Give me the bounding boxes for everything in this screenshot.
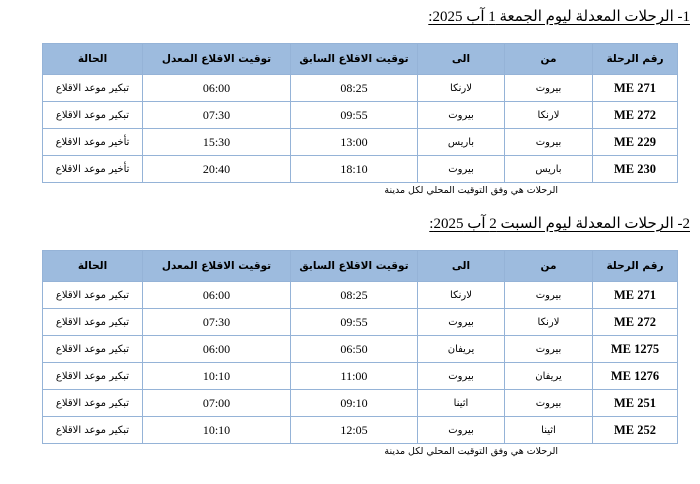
origin-cell: اثينا	[505, 417, 593, 444]
section1-title: 1- الرحلات المعدلة ليوم الجمعة 1 آب 2025:	[428, 9, 690, 25]
origin-cell: بيروت	[505, 129, 593, 156]
destination-cell: بيروت	[418, 417, 505, 444]
previous-departure-time-cell: 08:25	[291, 282, 418, 309]
destination-cell: بيروت	[418, 102, 505, 129]
flight-number-cell: ME 272	[593, 102, 678, 129]
origin-cell: لارنكا	[505, 102, 593, 129]
column-header: الى	[418, 44, 505, 75]
destination-cell: يريفان	[418, 336, 505, 363]
origin-cell: لارنكا	[505, 309, 593, 336]
flight-row	[43, 390, 678, 417]
revised-departure-time-cell: 06:00	[143, 282, 291, 309]
flight-row	[43, 363, 678, 390]
flight-row	[43, 282, 678, 309]
flight-number-cell: ME 271	[593, 75, 678, 102]
previous-departure-time-cell: 12:05	[291, 417, 418, 444]
column-header: من	[505, 44, 593, 75]
revised-departure-time-cell: 10:10	[143, 363, 291, 390]
column-header: رقم الرحلة	[593, 251, 678, 282]
column-header: توقيت الاقلاع السابق	[291, 44, 418, 75]
origin-cell: يريفان	[505, 363, 593, 390]
revised-departure-time-cell: 06:00	[143, 75, 291, 102]
flight-number-cell: ME 252	[593, 417, 678, 444]
revised-departure-time-cell: 20:40	[143, 156, 291, 183]
status-cell: تبكير موعد الاقلاع	[43, 309, 143, 336]
origin-cell: باريس	[505, 156, 593, 183]
flight-row	[43, 417, 678, 444]
previous-departure-time-cell: 13:00	[291, 129, 418, 156]
column-header: الحالة	[43, 251, 143, 282]
status-cell: تبكير موعد الاقلاع	[43, 282, 143, 309]
column-header: الحالة	[43, 44, 143, 75]
previous-departure-time-cell: 09:55	[291, 102, 418, 129]
flight-row	[43, 309, 678, 336]
status-cell: تبكير موعد الاقلاع	[43, 75, 143, 102]
origin-cell: بيروت	[505, 336, 593, 363]
revised-departure-time-cell: 15:30	[143, 129, 291, 156]
flight-number-cell: ME 271	[593, 282, 678, 309]
revised-departure-time-cell: 10:10	[143, 417, 291, 444]
flights-table-saturday	[42, 250, 678, 444]
revised-departure-time-cell: 07:30	[143, 309, 291, 336]
flight-row	[43, 336, 678, 363]
timezone-note-2: الرحلات هي وفق التوقيت المحلي لكل مدينة	[384, 446, 558, 457]
destination-cell: لارنكا	[418, 282, 505, 309]
destination-cell: اثينا	[418, 390, 505, 417]
flight-number-cell: ME 1276	[593, 363, 678, 390]
destination-cell: بيروت	[418, 156, 505, 183]
previous-departure-time-cell: 06:50	[291, 336, 418, 363]
previous-departure-time-cell: 09:10	[291, 390, 418, 417]
flight-number-cell: ME 229	[593, 129, 678, 156]
flights-table-friday	[42, 43, 678, 183]
origin-cell: بيروت	[505, 390, 593, 417]
status-cell: تبكير موعد الاقلاع	[43, 102, 143, 129]
flight-row	[43, 102, 678, 129]
column-header: توقيت الاقلاع المعدل	[143, 44, 291, 75]
flight-row	[43, 129, 678, 156]
destination-cell: لارنكا	[418, 75, 505, 102]
status-cell: تأخير موعد الاقلاع	[43, 129, 143, 156]
flight-number-cell: ME 251	[593, 390, 678, 417]
column-header: رقم الرحلة	[593, 44, 678, 75]
revised-departure-time-cell: 07:30	[143, 102, 291, 129]
previous-departure-time-cell: 11:00	[291, 363, 418, 390]
column-header: من	[505, 251, 593, 282]
destination-cell: بيروت	[418, 309, 505, 336]
flight-number-cell: ME 1275	[593, 336, 678, 363]
column-header: الى	[418, 251, 505, 282]
table-header-row	[43, 251, 678, 282]
flight-number-cell: ME 230	[593, 156, 678, 183]
flight-row	[43, 156, 678, 183]
origin-cell: بيروت	[505, 75, 593, 102]
column-header: توقيت الاقلاع المعدل	[143, 251, 291, 282]
revised-departure-time-cell: 07:00	[143, 390, 291, 417]
destination-cell: باريس	[418, 129, 505, 156]
status-cell: تبكير موعد الاقلاع	[43, 336, 143, 363]
previous-departure-time-cell: 09:55	[291, 309, 418, 336]
status-cell: تبكير موعد الاقلاع	[43, 363, 143, 390]
flight-number-cell: ME 272	[593, 309, 678, 336]
status-cell: تبكير موعد الاقلاع	[43, 417, 143, 444]
flight-row	[43, 75, 678, 102]
status-cell: تأخير موعد الاقلاع	[43, 156, 143, 183]
destination-cell: بيروت	[418, 363, 505, 390]
column-header: توقيت الاقلاع السابق	[291, 251, 418, 282]
origin-cell: بيروت	[505, 282, 593, 309]
section2-title: 2- الرحلات المعدلة ليوم السبت 2 آب 2025:	[429, 216, 690, 232]
timezone-note-1: الرحلات هي وفق التوقيت المحلي لكل مدينة	[384, 185, 558, 196]
previous-departure-time-cell: 18:10	[291, 156, 418, 183]
status-cell: تبكير موعد الاقلاع	[43, 390, 143, 417]
revised-departure-time-cell: 06:00	[143, 336, 291, 363]
table-header-row	[43, 44, 678, 75]
previous-departure-time-cell: 08:25	[291, 75, 418, 102]
